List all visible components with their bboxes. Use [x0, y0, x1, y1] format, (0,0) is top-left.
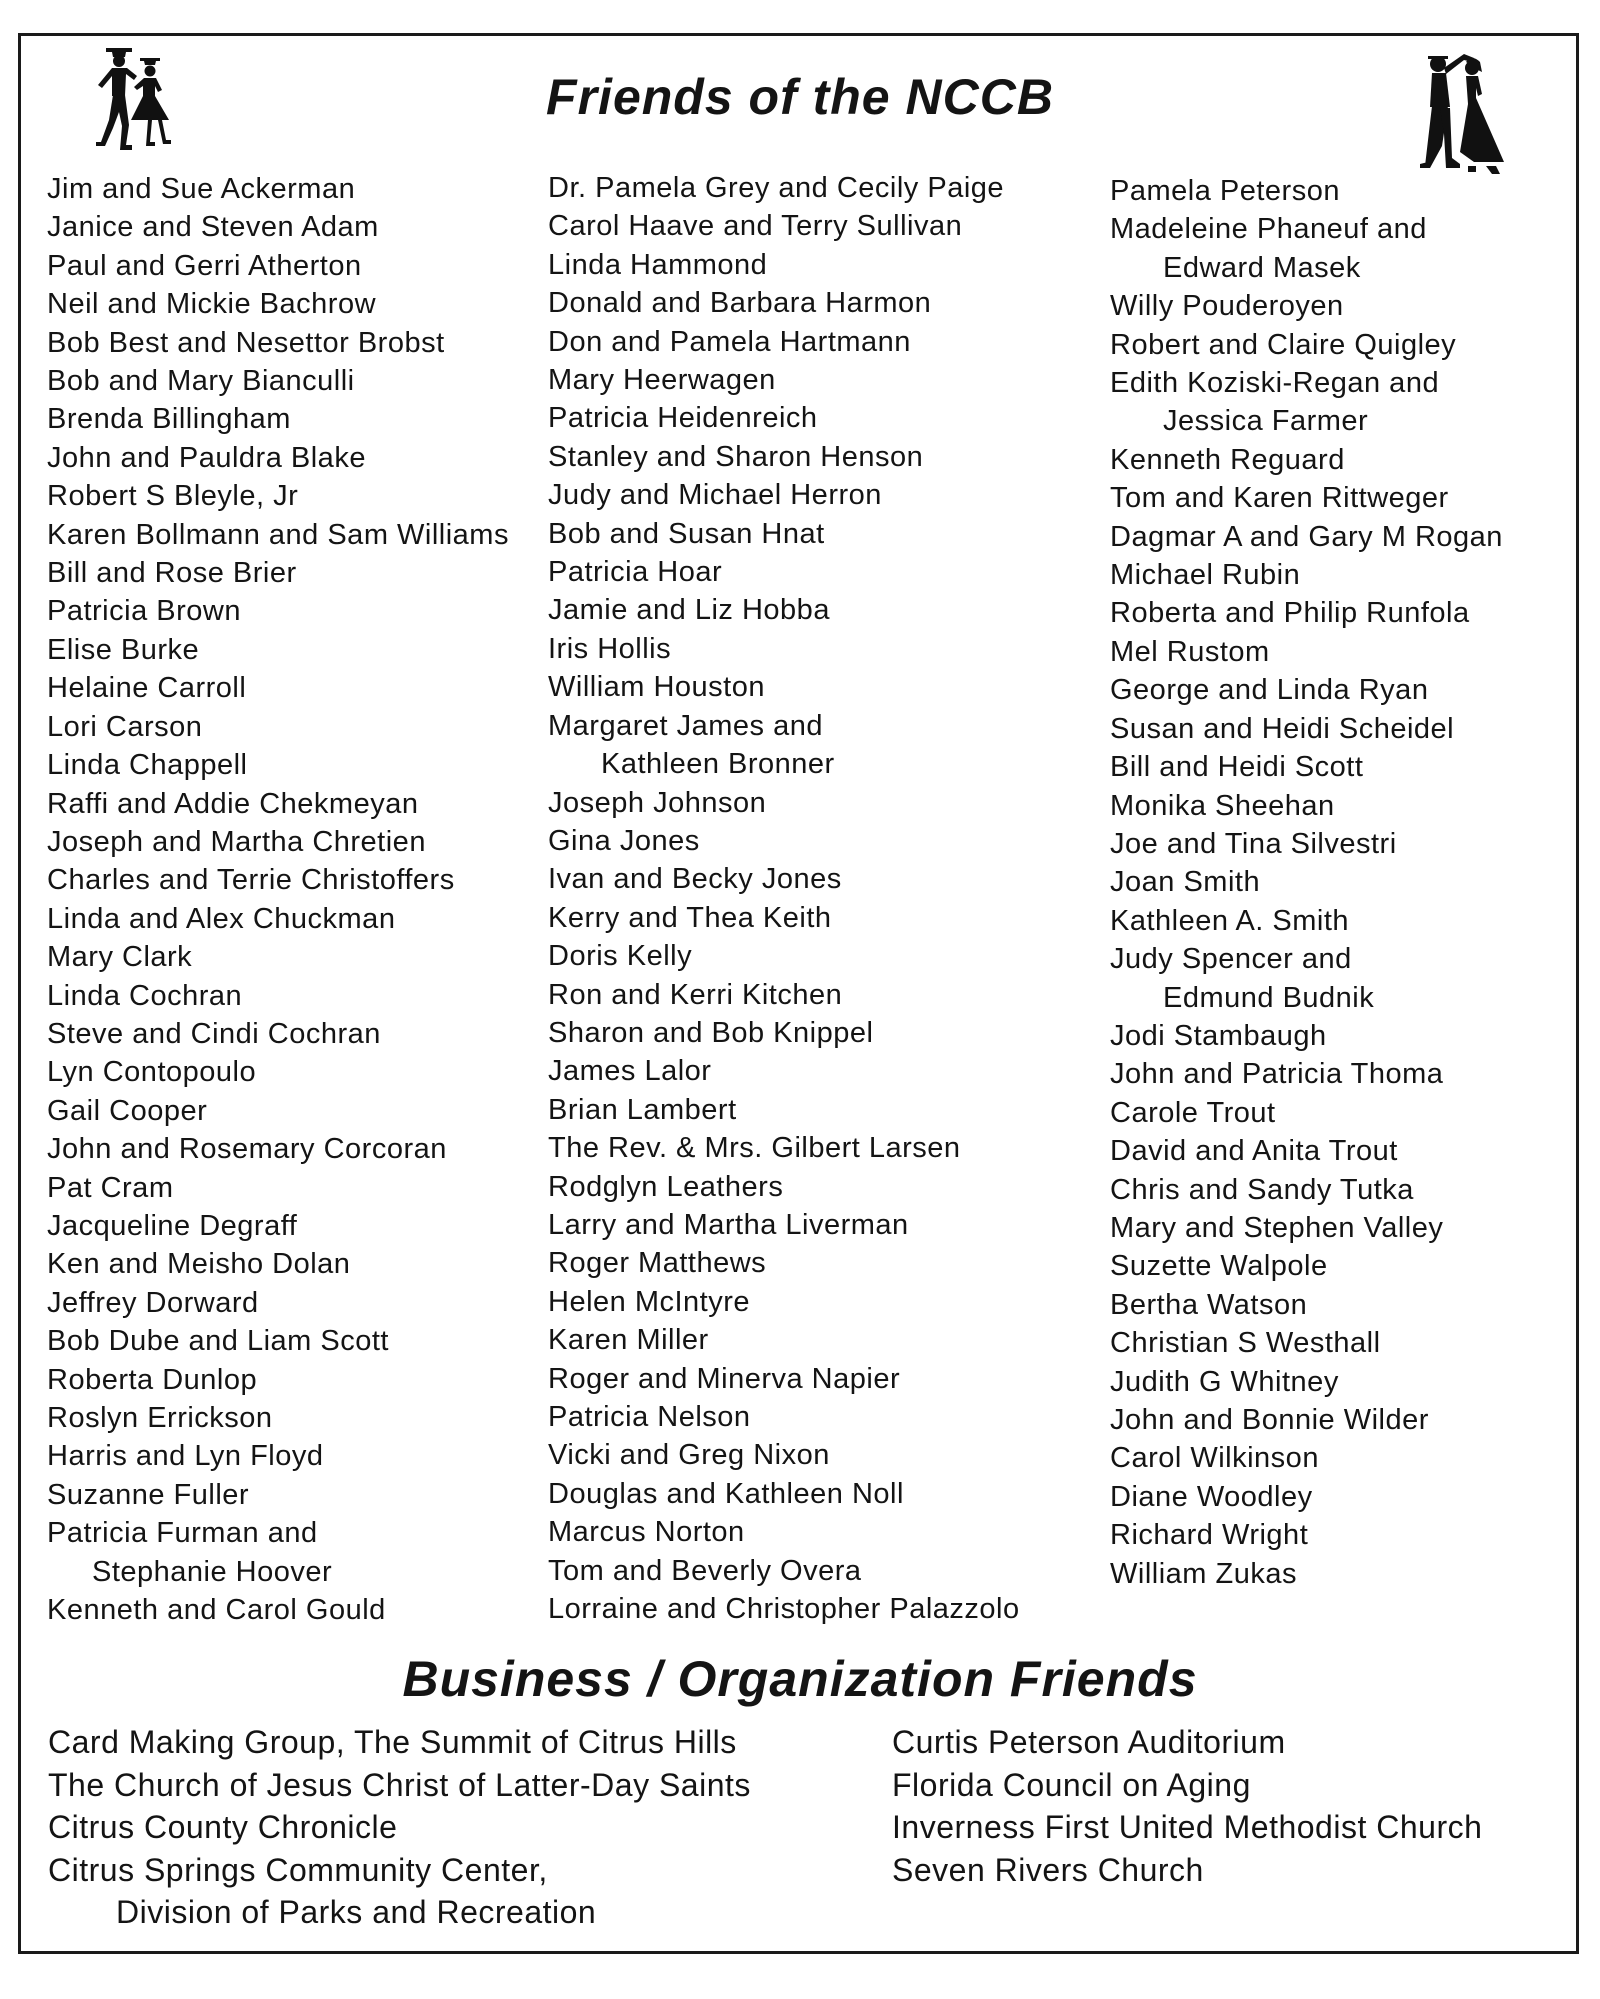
friend-name: Bill and Rose Brier	[47, 557, 297, 590]
friend-name: Helen McIntyre	[548, 1285, 751, 1318]
friend-name: Edith Koziski-Regan and	[1110, 367, 1440, 400]
friend-name: Roger and Minerva Napier	[548, 1362, 901, 1395]
friend-name: Mel Rustom	[1110, 635, 1270, 668]
friend-name: Tom and Beverly Overa	[548, 1554, 862, 1587]
friend-name: Joseph and Martha Chretien	[47, 825, 426, 858]
friend-name: Steve and Cindi Cochran	[47, 1017, 381, 1050]
friend-name: Curtis Peterson Auditorium	[892, 1724, 1286, 1760]
friend-name: Christian S Westhall	[1110, 1327, 1381, 1360]
friend-name: Robert and Claire Quigley	[1110, 328, 1457, 361]
friend-name: Chris and Sandy Tutka	[1110, 1173, 1414, 1206]
friend-name: Suzanne Fuller	[47, 1478, 250, 1511]
friend-name: Bob and Mary Bianculli	[47, 365, 355, 398]
friend-name: Carol Wilkinson	[1110, 1442, 1319, 1475]
friend-name: John and Pauldra Blake	[47, 441, 366, 474]
friend-name: Ivan and Becky Jones	[548, 863, 842, 896]
friend-name: Linda and Alex Chuckman	[47, 902, 396, 935]
friend-name: Sharon and Bob Knippel	[548, 1016, 874, 1049]
friend-name: Charles and Terrie Christoffers	[47, 864, 455, 897]
friend-name: Judy and Michael Herron	[548, 479, 882, 512]
friend-name: Neil and Mickie Bachrow	[47, 288, 377, 321]
friend-name: Patricia Heidenreich	[548, 402, 818, 435]
friend-name-continuation: Edmund Budnik	[1163, 981, 1375, 1014]
friend-name: Carol Haave and Terry Sullivan	[548, 210, 963, 243]
friend-name: Marcus Norton	[548, 1516, 745, 1549]
friend-name: Jacqueline Degraff	[47, 1209, 298, 1242]
business-friends-column-2	[892, 1721, 1482, 1891]
friend-name: Seven Rivers Church	[892, 1851, 1204, 1888]
friend-name: Florida Council on Aging	[892, 1766, 1251, 1803]
friend-name: Jodi Stambaugh	[1110, 1019, 1327, 1052]
friend-name: Linda Cochran	[47, 979, 243, 1012]
friend-name: Kathleen A. Smith	[1110, 904, 1350, 937]
friend-name: Brian Lambert	[548, 1093, 737, 1126]
friend-name: David and Anita Trout	[1110, 1135, 1398, 1168]
business-friends-column-1	[48, 1721, 751, 1934]
friend-name: Kerry and Thea Keith	[548, 901, 832, 934]
friend-name: Joseph Johnson	[548, 786, 767, 819]
friend-name: James Lalor	[548, 1055, 712, 1088]
friend-name: Diane Woodley	[1110, 1480, 1313, 1513]
friend-name: Jim and Sue Ackerman	[47, 173, 356, 205]
friend-name: Raffi and Addie Chekmeyan	[47, 787, 419, 820]
friend-name: George and Linda Ryan	[1110, 674, 1429, 707]
friend-name: Rodglyn Leathers	[548, 1170, 784, 1203]
page-title: Friends of the NCCB	[546, 69, 1054, 125]
friend-name: William Houston	[548, 671, 765, 704]
friend-name: Larry and Martha Liverman	[548, 1208, 909, 1241]
friend-name: Karen Bollmann and Sam Williams	[47, 518, 509, 551]
individual-friends-column-3	[1110, 172, 1503, 1593]
friend-name: Robert S Bleyle, Jr	[47, 480, 299, 513]
friend-name: Susan and Heidi Scheidel	[1110, 712, 1455, 745]
friend-name: Don and Pamela Hartmann	[548, 325, 911, 358]
friend-name: Janice and Steven Adam	[47, 211, 379, 244]
friend-name: Harris and Lyn Floyd	[47, 1440, 324, 1473]
friend-name: Bertha Watson	[1110, 1288, 1308, 1321]
friend-name: The Rev. & Mrs. Gilbert Larsen	[548, 1132, 961, 1165]
friend-name: Jamie and Liz Hobba	[548, 594, 830, 627]
friend-name: Kenneth and Carol Gould	[47, 1594, 386, 1627]
friend-name: Madeleine Phaneuf and	[1110, 213, 1427, 246]
friend-name-continuation: Jessica Farmer	[1163, 405, 1369, 438]
friend-name: Mary and Stephen Valley	[1110, 1211, 1444, 1244]
business-section-title: Business / Organization Friends	[402, 1651, 1198, 1707]
friend-name: Helaine Carroll	[47, 672, 247, 705]
friend-name: Stanley and Sharon Henson	[548, 440, 924, 473]
friend-name: Lori Carson	[47, 710, 203, 743]
friend-name: Dr. Pamela Grey and Cecily Paige	[548, 172, 1005, 204]
friend-name: Linda Hammond	[548, 248, 768, 281]
friend-name: Willy Pouderoyen	[1110, 290, 1344, 323]
friend-name-continuation: Division of Parks and Recreation	[116, 1894, 597, 1930]
friend-name: Douglas and Kathleen Noll	[548, 1477, 904, 1510]
friend-name-continuation: Edward Masek	[1163, 251, 1361, 284]
friend-name: Kenneth Reguard	[1110, 443, 1345, 476]
friend-name: Bob and Susan Hnat	[548, 517, 825, 550]
friend-name: Gina Jones	[548, 824, 700, 857]
friend-name: Linda Chappell	[47, 749, 248, 782]
friend-name: Margaret James and	[548, 709, 823, 742]
friend-name: Pamela Peterson	[1110, 175, 1340, 207]
friend-name: Patricia Nelson	[548, 1401, 751, 1433]
friend-name: The Church of Jesus Christ of Latter-Day Saints	[48, 1766, 751, 1803]
friend-name: Suzette Walpole	[1110, 1250, 1328, 1283]
friend-name: Roger Matthews	[548, 1247, 767, 1280]
friend-name: Paul and Gerri Atherton	[47, 249, 362, 282]
friend-name: William Zukas	[1110, 1557, 1297, 1590]
friend-name: Roberta Dunlop	[47, 1363, 258, 1396]
friend-name: Donald and Barbara Harmon	[548, 287, 932, 320]
friend-name: Iris Hollis	[548, 632, 672, 665]
friend-name: Judy Spencer and	[1110, 943, 1352, 976]
friend-name: Mary Clark	[47, 941, 193, 974]
friend-name: John and Bonnie Wilder	[1110, 1404, 1429, 1436]
friend-name: Card Making Group, The Summit of Citrus Hills	[48, 1724, 737, 1760]
friend-name: Lyn Contopoulo	[47, 1056, 257, 1089]
friend-name: Doris Kelly	[548, 940, 693, 973]
friend-name: Tom and Karen Rittweger	[1110, 482, 1449, 515]
friend-name: Pat Cram	[47, 1171, 174, 1204]
friend-name: Jeffrey Dorward	[47, 1286, 259, 1319]
friend-name: Bob Best and Nesettor Brobst	[47, 326, 445, 359]
friend-name: Dagmar A and Gary M Rogan	[1110, 520, 1503, 553]
friend-name: Karen Miller	[548, 1324, 709, 1357]
friend-name: Carole Trout	[1110, 1096, 1276, 1129]
friend-name: Brenda Billingham	[47, 403, 291, 436]
friend-name: Citrus County Chronicle	[48, 1809, 398, 1845]
friend-name: Joe and Tina Silvestri	[1110, 827, 1397, 860]
friend-name: Ron and Kerri Kitchen	[548, 978, 843, 1011]
friend-name: Ken and Meisho Dolan	[47, 1248, 351, 1281]
friend-name: Judith G Whitney	[1110, 1365, 1339, 1398]
friend-name: Inverness First United Methodist Church	[892, 1809, 1483, 1845]
friend-name: Vicki and Greg Nixon	[548, 1439, 830, 1472]
individual-friends-column-2	[548, 169, 1020, 1628]
friend-name: Bob Dube and Liam Scott	[47, 1325, 389, 1358]
friend-name: Citrus Springs Community Center,	[48, 1851, 548, 1888]
friend-name: Patricia Hoar	[548, 556, 723, 589]
friend-name: John and Rosemary Corcoran	[47, 1133, 447, 1166]
friend-name: Patricia Furman and	[47, 1517, 318, 1550]
friend-name: Roberta and Philip Runfola	[1110, 597, 1470, 630]
friend-name: Monika Sheehan	[1110, 789, 1335, 822]
friend-name: Richard Wright	[1110, 1519, 1309, 1552]
friend-name: Lorraine and Christopher Palazzolo	[548, 1593, 1020, 1626]
friend-name: Elise Burke	[47, 633, 200, 666]
individual-friends-column-1	[47, 170, 509, 1629]
friend-name: Patricia Brown	[47, 595, 241, 628]
friend-name: Joan Smith	[1110, 866, 1261, 899]
friend-name: Bill and Heidi Scott	[1110, 751, 1364, 784]
friend-name-continuation: Stephanie Hoover	[92, 1555, 333, 1588]
friend-name: John and Patricia Thoma	[1110, 1058, 1444, 1091]
friend-name-continuation: Kathleen Bronner	[601, 748, 835, 781]
friend-name: Roslyn Errickson	[47, 1402, 273, 1434]
friend-name: Michael Rubin	[1110, 559, 1301, 592]
friend-name: Mary Heerwagen	[548, 364, 776, 397]
friend-name: Gail Cooper	[47, 1094, 208, 1127]
